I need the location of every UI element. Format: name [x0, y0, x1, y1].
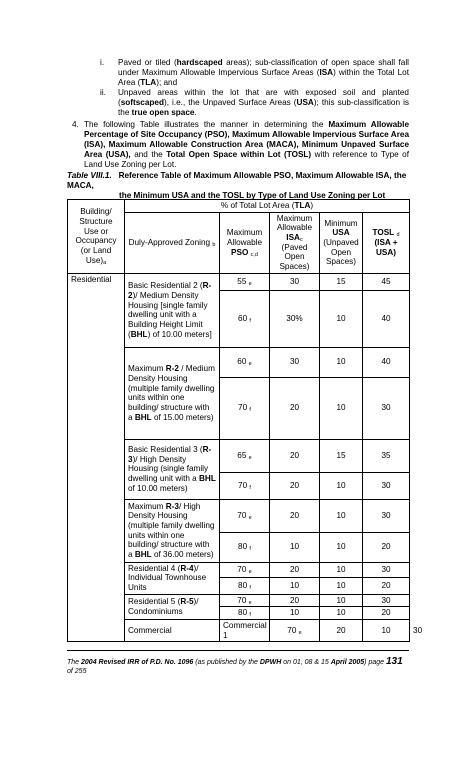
usa-cell: 10	[320, 562, 363, 577]
paragraph-4-text: The following Table illustrates the manner in determining the Maximum Allowable Percentage of Site Occupancy (PSO), Maximum Allowable Impervious Surface Area (ISA), Maximum Allowable Construction Area (MACA), Minimum Unpaved Surface Area (USA), and the Total Open Space within Lot (TOSL) with reference to Type of Land Use Zoning per Lot.	[84, 120, 410, 169]
pso-cell: 70 $_e$	[220, 562, 270, 577]
tosl-cell: 45	[363, 273, 410, 290]
table-row	[68, 273, 410, 290]
pso-cell: 65 $_e$	[220, 439, 270, 472]
isa-cell: 20	[270, 499, 320, 532]
tosl-cell: 40	[363, 290, 410, 347]
pso-cell: 60 $_e$	[220, 347, 270, 377]
usa-cell: 10	[320, 347, 363, 377]
tosl-cell: 40	[363, 347, 410, 377]
usa-cell: 10	[320, 594, 363, 607]
isa-cell: 10	[270, 578, 320, 595]
usa-cell: 10	[320, 499, 363, 532]
isa-cell: 30%	[270, 290, 320, 347]
pso-cell: 70 $_e$	[270, 620, 320, 642]
land-use-residential: Residential	[68, 273, 125, 642]
tosl-cell: 20	[363, 578, 410, 595]
zoning-r2-maximum: Maximum R-2 / Medium Density Housing (multiple family dwelling units within one building/ structure with a BHL of 15.00 meters)	[125, 347, 220, 439]
header-pso: Maximum Allowable PSO $_{c,d}$	[220, 212, 270, 273]
tosl-cell: 35	[363, 439, 410, 472]
isa-cell: 10	[270, 607, 320, 620]
zoning-r3-maximum: Maximum R-3/ High Density Housing (multiple family dwelling units within one building/ structure with a BHL of 36.00 meters)	[125, 499, 220, 562]
isa-cell: 20	[270, 594, 320, 607]
tosl-cell: 30	[363, 377, 410, 439]
isa-cell: 20	[320, 620, 363, 642]
usa-cell: 15	[320, 439, 363, 472]
isa-cell: 30	[270, 347, 320, 377]
pso-cell: 55 $_e$	[220, 273, 270, 290]
usa-cell: 10	[363, 620, 410, 642]
header-tla: % of Total Lot Area (TLA)	[125, 200, 410, 213]
tosl-cell: 30	[363, 562, 410, 577]
header-occupancy: Building/ Structure Use or Occupancy (or Land $Use)_a$	[68, 200, 125, 274]
isa-cell: 10	[270, 532, 320, 562]
tosl-cell: 30	[363, 472, 410, 499]
zoning-r4: Residential 4 (R-4)/ Individual Townhouse Units	[125, 562, 220, 594]
item-i-number: i.	[100, 58, 105, 67]
usa-cell: 10	[320, 578, 363, 595]
page-footer: The 2004 Revised IRR of P.D. No. 1096 (as published by the DPWH on 01, 08 & 15 April 2005) page 131 of 255	[67, 656, 403, 676]
usa-cell: 10	[320, 607, 363, 620]
pso-cell: 80 $_f$	[220, 532, 270, 562]
zoning-r3-basic: Basic Residential 3 (R-3)/ High Density Housing (single family dwelling unit with a BHL of 10.00 meters)	[125, 439, 220, 499]
usa-cell: 10	[320, 290, 363, 347]
item-ii-text: Unpaved areas within the lot that are with exposed soil and planted (softscaped), i.e., the Unpaved Surface Areas (USA); this sub-classification is the true open space.	[118, 88, 409, 117]
tosl-cell: 20	[363, 607, 410, 620]
header-zoning: Duly-Approved Zoning $_b$	[125, 212, 220, 273]
isa-cell: 30	[270, 273, 320, 290]
pso-cell: 70 $_f$	[220, 377, 270, 439]
tosl-cell: 20	[363, 532, 410, 562]
isa-cell: 20	[270, 439, 320, 472]
pso-cell: 60 $_f$	[220, 290, 270, 347]
usa-cell: 15	[320, 273, 363, 290]
header-isa: Maximum Allowable $ISA_c$ (Paved Open Spaces)	[270, 212, 320, 273]
zoning-c1: Commercial 1	[220, 620, 270, 642]
page-number: 131	[385, 656, 403, 667]
table-row: Commercial Commercial 1 70 $_e$ 20 10 30	[68, 620, 410, 642]
pso-cell: 70 $_e$	[220, 499, 270, 532]
isa-cell: 20	[270, 562, 320, 577]
zoning-r5: Residential 5 (R-5)/ Condominiums	[125, 594, 220, 619]
land-use-commercial: Commercial	[125, 620, 220, 642]
pso-cell: 70 $_f$	[220, 472, 270, 499]
footer-rule	[67, 650, 409, 651]
table-caption-label: Table VIII.1.	[67, 171, 112, 180]
pso-cell: 70 $_e$	[220, 594, 270, 607]
item-ii-number: ii.	[100, 88, 106, 97]
table-caption: Table VIII.1. Reference Table of Maximum Allowable PSO, Maximum Allowable ISA, the MACA, the Minimum USA and the TOSL by Type of Land Use Zoning per Lot	[67, 171, 407, 200]
item-i-text: Paved or tiled (hardscaped areas); sub-classification of open space shall fall under Maximum Allowable Impervious Surface Areas (ISA) within the Total Lot Area (TLA); and	[118, 58, 409, 87]
zoning-r2-basic: Basic Residential 2 (R-2)/ Medium Density Housing [single family dwelling unit with a Building Height Limit (BHL) of 10.00 meters]	[125, 273, 220, 347]
header-tosl: TOSL $_d$ (ISA + USA)	[363, 212, 410, 273]
reference-table	[67, 199, 423, 642]
tosl-cell: 30	[363, 594, 410, 607]
isa-cell: 20	[270, 472, 320, 499]
pso-cell: 80 $_f$	[220, 578, 270, 595]
usa-cell: 10	[320, 472, 363, 499]
tosl-cell: 30	[363, 499, 410, 532]
isa-cell: 20	[270, 377, 320, 439]
usa-cell: 10	[320, 377, 363, 439]
pso-cell: 80 $_f$	[220, 607, 270, 620]
header-usa: Minimum USA (Unpaved Open Spaces)	[320, 212, 363, 273]
paragraph-4-number: 4.	[72, 120, 79, 129]
usa-cell: 10	[320, 532, 363, 562]
